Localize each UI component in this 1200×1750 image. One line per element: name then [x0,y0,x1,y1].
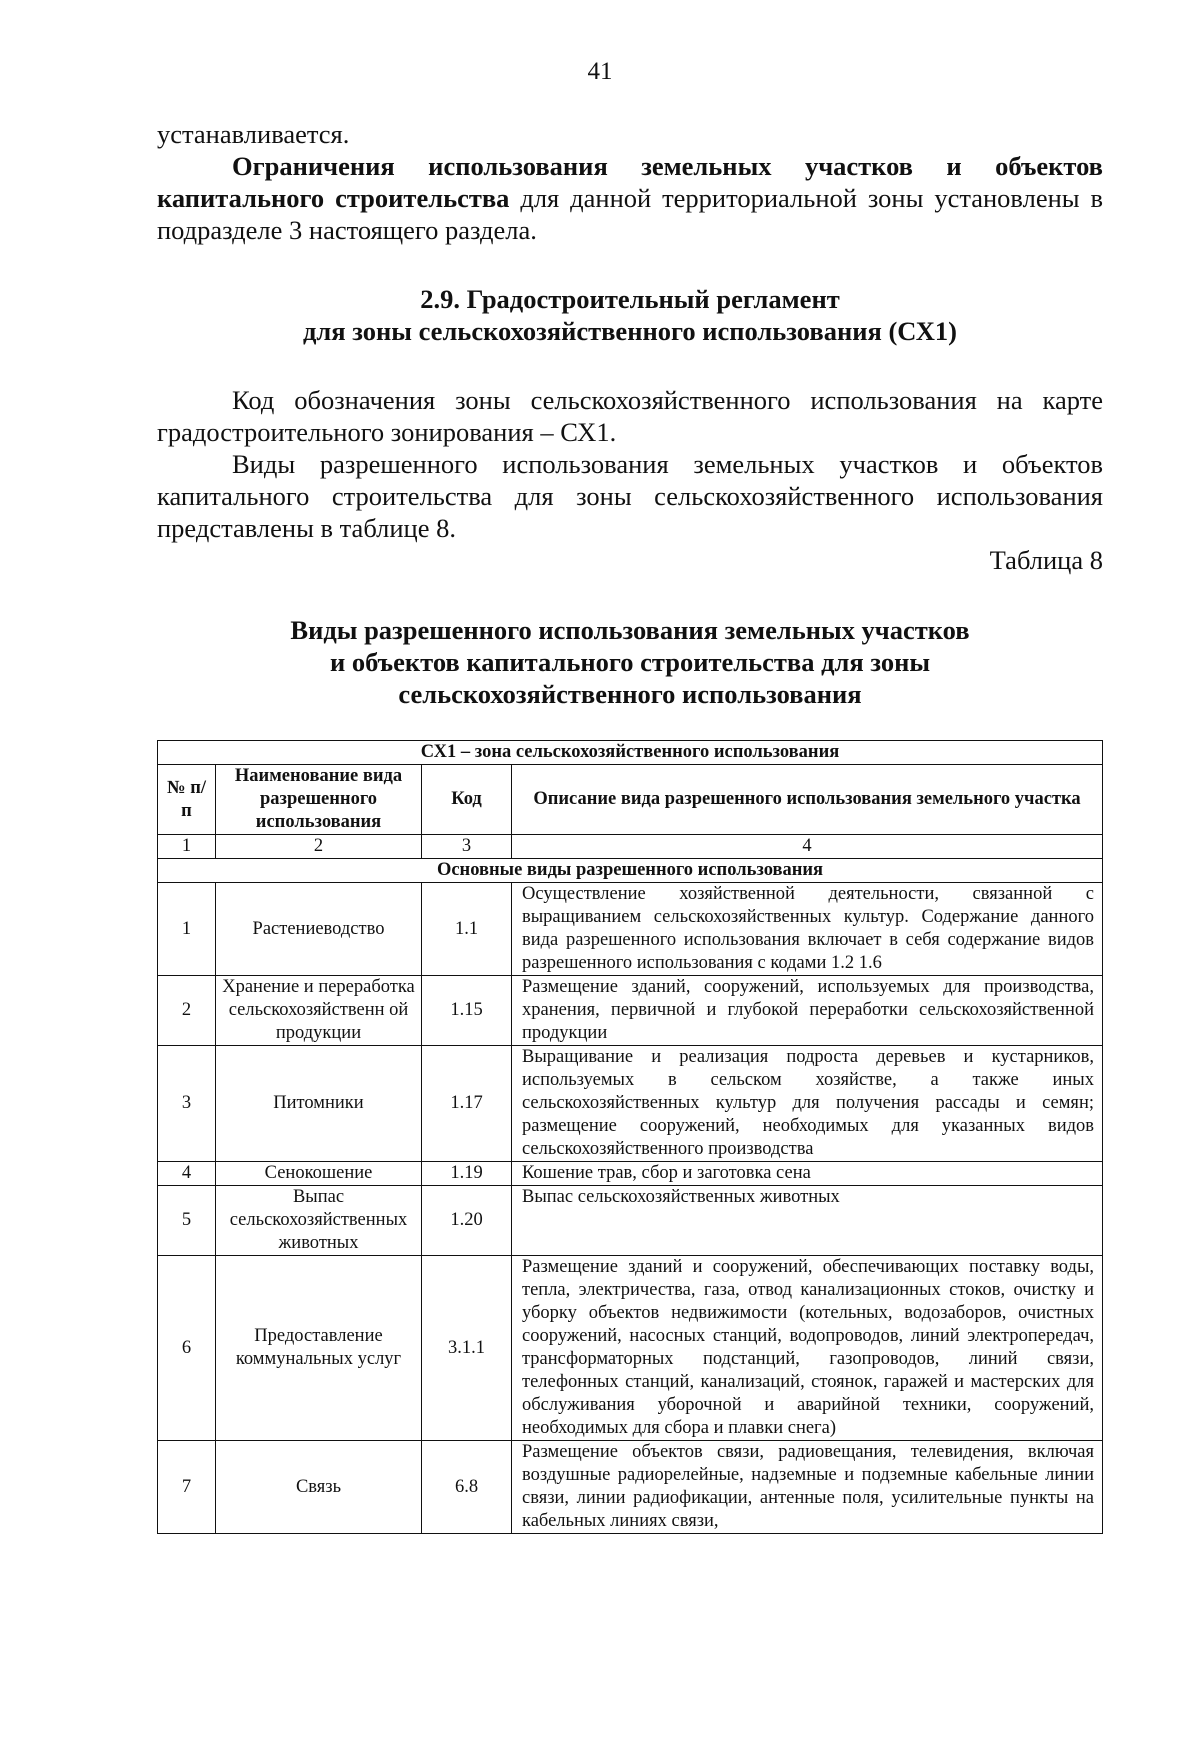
header-name: Наименование вида разрешенного использования [216,765,422,835]
use-name: Сенокошение [216,1162,422,1186]
table-title [157,614,1103,710]
table-row [158,1046,1103,1162]
use-code: 1.15 [422,976,512,1046]
use-name: Предоставление коммунальных услуг [216,1256,422,1441]
table-label: Таблица 8 [989,545,1103,575]
row-number: 6 [158,1256,216,1441]
table-row [158,1256,1103,1441]
use-code: 1.19 [422,1162,512,1186]
row-number: 7 [158,1441,216,1534]
use-description: Кошение трав, сбор и заготовка сена [512,1162,1103,1186]
section-heading [157,283,1103,347]
use-description: Размещение зданий и сооружений, обеспечивающих поставку воды, тепла, электричества, газа, отвод канализационных стоков, очистку и уборку объектов недвижимости (котельных, водозаборов, очистных сооружений, насосных станций, водопроводов, линий электропередач, трансформаторных подстанций, газопроводов, линий связи, телефонных станций, канализаций, стоянок, гаражей и мастерских для обслуживания уборочной и аварийной техники, сооружений, необходимых для сбора и плавки снега) [512,1256,1103,1441]
paragraph: Виды разрешенного использования земельных участков и объектов капитального строительства для зоны сельскохозяйственного использования представлены в таблице 8. [157,449,1103,543]
row-number: 3 [158,1046,216,1162]
row-number: 4 [158,1162,216,1186]
document-body [157,118,1103,1750]
use-name: Хранение и переработка сельскохозяйственн ой продукции [216,976,422,1046]
text: для данной территориальной зоны установлены в подразделе 3 настоящего раздела. [157,183,1103,245]
table-row [158,1441,1103,1534]
column-number: 3 [422,835,512,859]
row-number: 2 [158,976,216,1046]
table-title-line: и объектов капитального строительства для зоны [329,647,931,677]
use-name: Растениеводство [216,883,422,976]
column-number: 2 [216,835,422,859]
section-title-line: для зоны сельскохозяйственного использования (СХ1) [303,316,957,346]
use-description: Выпас сельскохозяйственных животных [512,1186,1103,1256]
use-code: 1.17 [422,1046,512,1162]
row-number: 1 [158,883,216,976]
use-code: 6.8 [422,1441,512,1534]
use-description: Выращивание и реализация подроста деревьев и кустарников, используемых в сельском хозяйстве, а также иных сельскохозяйственных культур для получения рассады и семян; размещение сооружений, необходимых для указанных видов сельскохозяйственного производства [512,1046,1103,1162]
use-name: Выпас сельскохозяйственных животных [216,1186,422,1256]
table-row [158,1162,1103,1186]
header-number: № п/п [158,765,216,835]
use-description: Осуществление хозяйственной деятельности, связанной с выращиванием сельскохозяйственных культур. Содержание данного вида разрешенного использования включает в себя содержание видов разрешенного использования с кодами 1.2 1.6 [512,883,1103,976]
table-row [158,1186,1103,1256]
use-description: Размещение зданий, сооружений, используемых для производства, хранения, первичной и глубокой переработки сельскохозяйственной продукции [512,976,1103,1046]
use-name: Связь [216,1441,422,1534]
row-number: 5 [158,1186,216,1256]
paragraph: Код обозначения зоны сельскохозяйственного использования на карте градостроительного зонирования – СХ1. [157,385,1103,447]
use-description: Размещение объектов связи, радиовещания, телевидения, включая воздушные радиорелейные, надземные и подземные кабельные линии связи, линии радиофикации, антенные поля, усилительные пункты на кабельных линиях связи, [512,1441,1103,1534]
use-code: 1.20 [422,1186,512,1256]
page-number: 41 [587,58,613,85]
use-code: 1.1 [422,883,512,976]
paragraph-restrictions [157,150,1103,246]
header-code: Код [422,765,512,835]
bold-text: Ограничения использования земельных участков и объектов капитального строительства [157,151,1103,213]
column-number: 4 [512,835,1103,859]
use-code: 3.1.1 [422,1256,512,1441]
table-row [158,976,1103,1046]
table-title-line: сельскохозяйственного использования [398,679,862,709]
table-title-line: Виды разрешенного использования земельных участков [290,615,970,645]
section-title-line: 2.9. Градостроительный регламент [420,284,840,314]
paragraph: устанавливается. [157,119,350,149]
section-row: Основные виды разрешенного использования [158,859,1103,883]
use-name: Питомники [216,1046,422,1162]
header-description: Описание вида разрешенного использования земельного участка [512,765,1103,835]
column-number: 1 [158,835,216,859]
permitted-uses-table [157,740,1103,1534]
table-row [158,883,1103,976]
zone-header: СХ1 – зона сельскохозяйственного использования [158,741,1103,765]
